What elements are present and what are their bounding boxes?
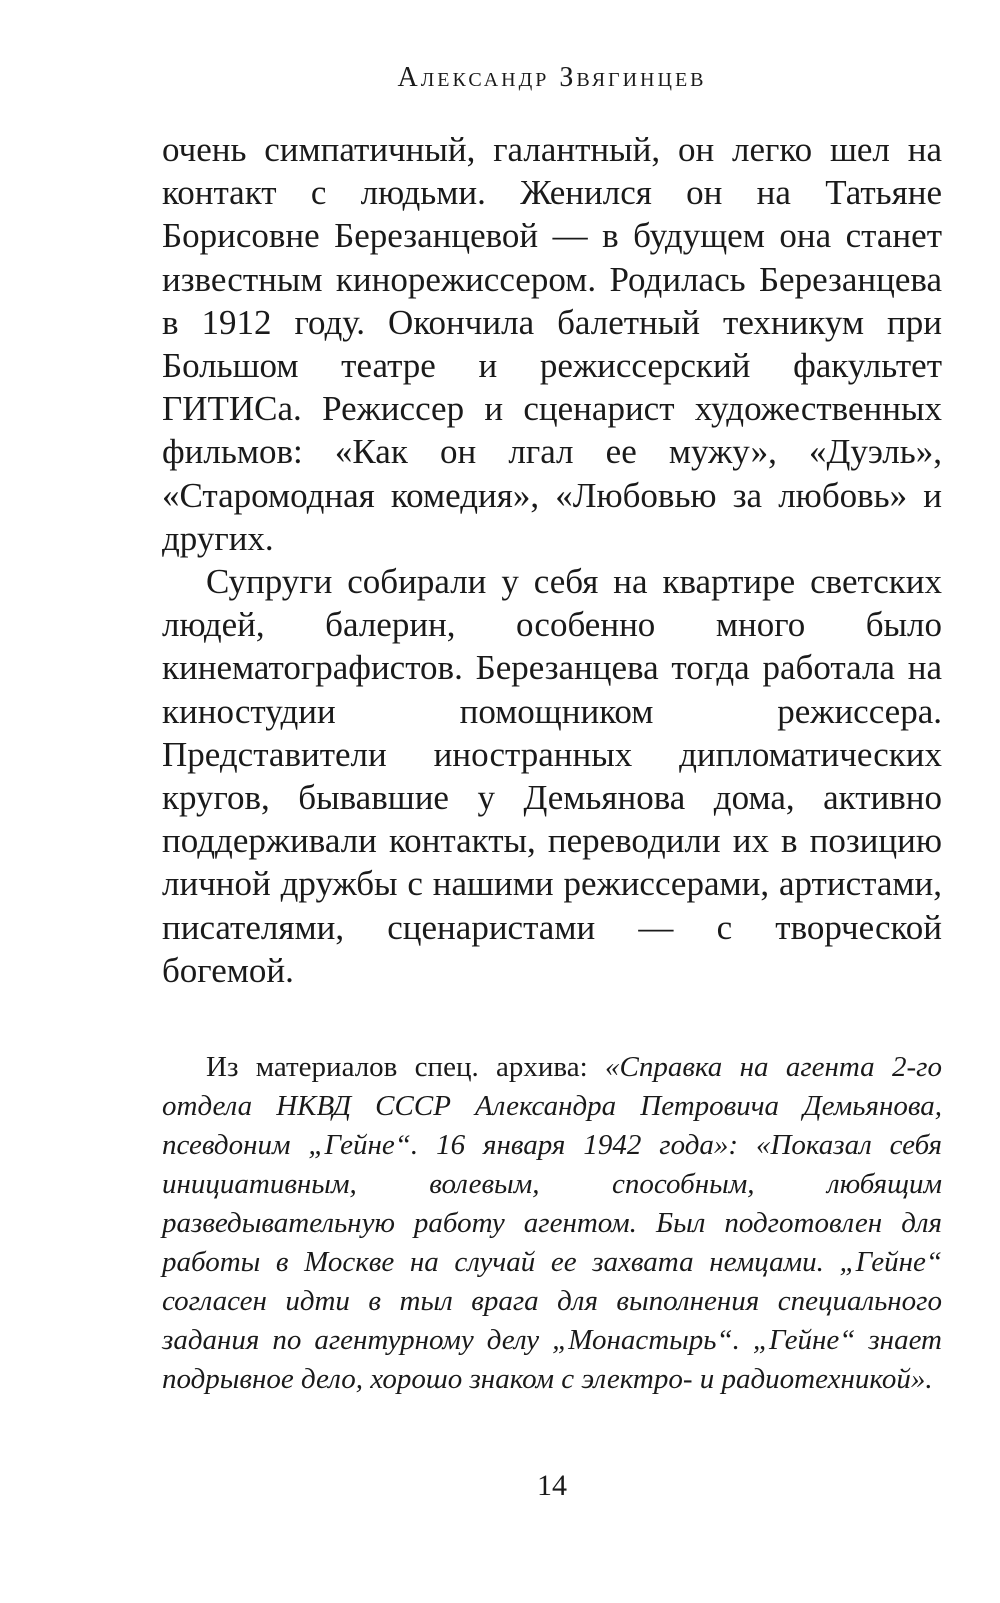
page-number: 14 <box>537 1469 567 1502</box>
book-page <box>162 48 942 1568</box>
paragraph: очень симпатичный, галантный, он легко шел на контакт с людьми. Женился он на Татьяне Борисовне Березанцевой — в будущем она станет известным кинорежиссером. Родилась Березанцева в 1912 году. Окончила балетный техникум при Большом театре и режиссерский факультет ГИТИСа. Режиссер и сценарист художественных фильмов: «Как он лгал ее мужу», «Дуэль», «Старомодная комедия», «Любовью за любовь» и других. <box>162 130 942 558</box>
running-head: Александр Звягинцев <box>397 62 707 93</box>
archive-note-quote: «Справка на агента 2-го отдела НКВД СССР Александра Петровича Демьянова, псевдоним „Гейне“. 16 января 1942 года»: «Показал себя инициативным, волевым, способным, любящим разведывательную работу агентом. Был подготовлен для работы в Москве на случай ее захвата немцами. „Гейне“ согласен идти в тыл врага для выполнения специального задания по агентурному делу „Монастырь“. „Гейне“ знает подрывное дело, хорошо знаком с электро- и радиотехникой». <box>162 1051 942 1395</box>
archive-note <box>162 1048 942 1399</box>
main-text <box>162 128 942 992</box>
paragraph: Супруги собирали у себя на квартире светских людей, балерин, особенно много было кинематографистов. Березанцева тогда работала на киностудии помощником режиссера. Представители иностранных дипломатических кругов, бывавшие у Демьянова дома, активно поддерживали контакты, переводили их в позицию личной дружбы с нашими режиссерами, артистами, писателями, сценаристами — с творческой богемой. <box>162 562 942 990</box>
archive-note-lead: Из материалов спец. архива: <box>206 1051 605 1083</box>
